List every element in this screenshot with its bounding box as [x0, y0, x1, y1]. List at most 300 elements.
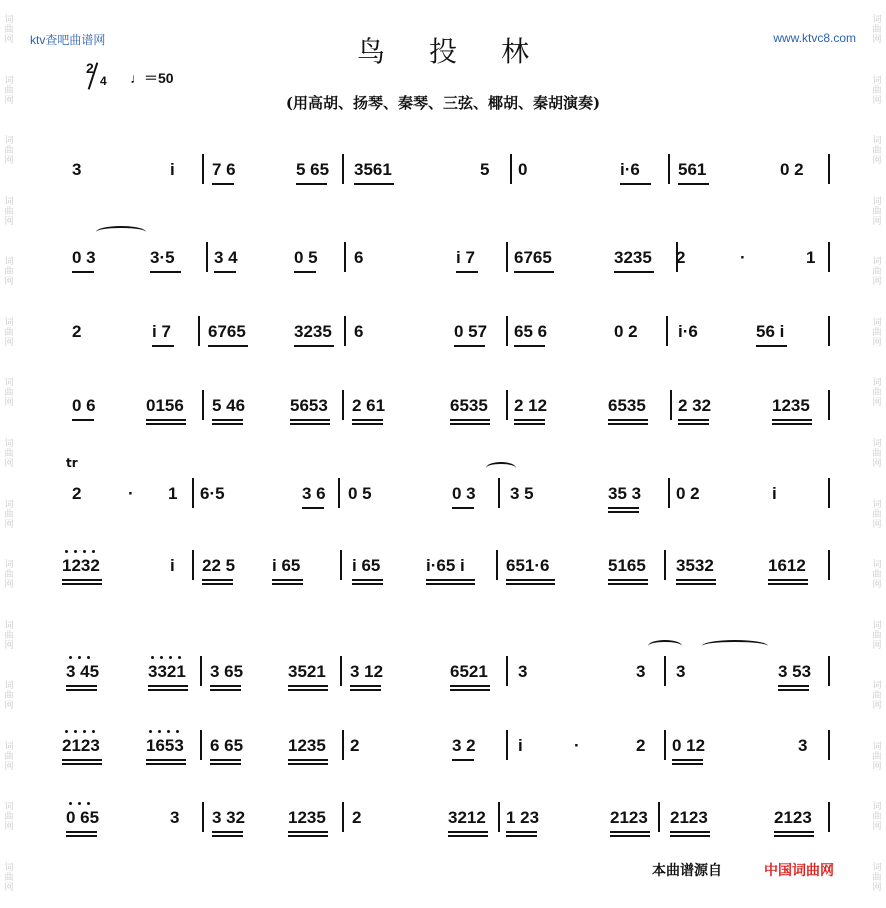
- octave-dot: [83, 550, 86, 553]
- duration-underline-double: [450, 423, 490, 425]
- barline: [668, 478, 670, 508]
- barline: [506, 316, 508, 346]
- duration-underline: [296, 183, 327, 185]
- duration-underline: [678, 183, 709, 185]
- watermark-glyph: 曲: [872, 388, 882, 399]
- note-group: 3 5: [510, 484, 534, 503]
- duration-underline: [146, 759, 186, 761]
- watermark-glyph-group: [872, 742, 881, 772]
- note-group: 1235: [288, 736, 326, 755]
- note-group: 3 45: [66, 662, 100, 681]
- note-group: 1235: [288, 808, 326, 827]
- watermark-glyph: 曲: [872, 448, 882, 459]
- duration-underline: [288, 759, 328, 761]
- time-signature-numerator: 2: [86, 60, 94, 76]
- duration-underline-double: [288, 835, 328, 837]
- note-group: i 7: [152, 322, 171, 341]
- watermark-glyph: 网: [872, 640, 882, 651]
- watermark-glyph-group: [4, 681, 13, 711]
- duration-underline-double: [448, 835, 488, 837]
- duration-underline: [608, 419, 648, 421]
- duration-underline: [354, 183, 394, 185]
- duration-underline-double: [146, 763, 186, 765]
- octave-dot: [78, 802, 81, 805]
- watermark-glyph: 网: [4, 701, 14, 712]
- watermark-glyph: 网: [872, 35, 882, 46]
- watermark-glyph: 网: [4, 337, 14, 348]
- barline: [342, 730, 344, 760]
- duration-underline-double: [288, 763, 328, 765]
- barline: [344, 242, 346, 272]
- duration-underline: [66, 685, 97, 687]
- note-group: 1653: [146, 736, 184, 755]
- watermark-glyph: 网: [872, 822, 882, 833]
- watermark-glyph-group: [4, 621, 13, 651]
- note-group: 3521: [288, 662, 326, 681]
- time-signature: [86, 60, 120, 94]
- watermark-glyph: 曲: [4, 206, 14, 217]
- octave-dot: [78, 656, 81, 659]
- watermark-glyph: 词: [4, 196, 14, 207]
- watermark-glyph: 词: [872, 378, 882, 389]
- note-group: 0 6: [72, 396, 96, 415]
- note-group: 3 2: [452, 736, 476, 755]
- note-group: 1612: [768, 556, 806, 575]
- note-group: 3·5: [150, 248, 175, 267]
- watermark-glyph-group: [872, 136, 881, 166]
- duration-underline-double: [608, 423, 648, 425]
- note-group: 3: [72, 160, 82, 179]
- watermark-glyph: 曲: [872, 812, 882, 823]
- watermark-glyph: 词: [4, 620, 14, 631]
- watermark-glyph: 曲: [872, 630, 882, 641]
- octave-dot: [74, 550, 77, 553]
- duration-underline: [454, 345, 485, 347]
- barline: [670, 390, 672, 420]
- watermark-right: [868, 0, 886, 908]
- watermark-left: [0, 0, 18, 908]
- duration-underline: [288, 831, 328, 833]
- watermark-glyph: 曲: [4, 872, 14, 883]
- octave-dot: [151, 656, 154, 659]
- note-group: 5165: [608, 556, 646, 575]
- note-group: 3: [170, 808, 180, 827]
- note-group: 6 65: [210, 736, 244, 755]
- octave-dot: [169, 656, 172, 659]
- site-url-right[interactable]: www.ktvc8.com: [773, 31, 856, 45]
- note-group: i 7: [456, 248, 475, 267]
- duration-underline: [212, 183, 234, 185]
- score-line: [66, 456, 836, 524]
- duration-dot: ·: [128, 484, 134, 503]
- watermark-glyph-group: [4, 802, 13, 832]
- duration-dot: ·: [574, 736, 580, 755]
- watermark-glyph: 词: [872, 438, 882, 449]
- octave-dot: [65, 730, 68, 733]
- watermark-glyph: 曲: [4, 327, 14, 338]
- duration-underline: [214, 271, 236, 273]
- instrumentation-note: (用高胡、扬琴、秦琴、三弦、椰胡、秦胡演奏): [285, 94, 601, 112]
- watermark-glyph: 网: [4, 458, 14, 469]
- watermark-glyph: 网: [4, 822, 14, 833]
- duration-underline-double: [210, 689, 241, 691]
- watermark-glyph: 网: [872, 761, 882, 772]
- watermark-glyph-group: [4, 197, 13, 227]
- watermark-glyph-group: [872, 863, 881, 893]
- duration-underline-double: [66, 835, 97, 837]
- barline: [664, 550, 666, 580]
- barline: [342, 802, 344, 832]
- watermark-glyph: 曲: [872, 85, 882, 96]
- octave-dot: [92, 550, 95, 553]
- watermark-glyph: 曲: [4, 630, 14, 641]
- watermark-glyph: 曲: [872, 206, 882, 217]
- octave-dot: [87, 656, 90, 659]
- duration-underline-double: [352, 423, 383, 425]
- note-group: 2123: [62, 736, 100, 755]
- note-group: 2: [636, 736, 646, 755]
- octave-dot: [160, 656, 163, 659]
- watermark-glyph: 词: [872, 741, 882, 752]
- barline: [200, 656, 202, 686]
- note-group: 651·6: [506, 556, 550, 575]
- note-group: i 65: [352, 556, 381, 575]
- barline: [506, 242, 508, 272]
- duration-underline: [210, 759, 241, 761]
- duration-underline-double: [62, 583, 102, 585]
- duration-underline: [62, 759, 102, 761]
- watermark-glyph: 网: [4, 640, 14, 651]
- note-group: 65 6: [514, 322, 548, 341]
- watermark-glyph: 曲: [4, 751, 14, 762]
- duration-underline-double: [774, 835, 814, 837]
- octave-dot: [87, 802, 90, 805]
- watermark-glyph: 词: [4, 802, 14, 813]
- duration-underline-double: [608, 583, 648, 585]
- duration-underline: [72, 271, 94, 273]
- watermark-glyph: 网: [872, 95, 882, 106]
- note-group: 1: [168, 484, 178, 503]
- watermark-glyph: 网: [872, 882, 882, 893]
- duration-underline-double: [772, 423, 812, 425]
- barline: [664, 730, 666, 760]
- note-group: 0 5: [294, 248, 318, 267]
- duration-underline: [66, 831, 97, 833]
- duration-underline: [514, 419, 545, 421]
- watermark-glyph-group: [4, 560, 13, 590]
- duration-underline: [210, 685, 241, 687]
- watermark-glyph: 曲: [872, 267, 882, 278]
- octave-dot: [176, 730, 179, 733]
- barline: [828, 802, 830, 832]
- note-group: 1235: [772, 396, 810, 415]
- duration-underline-double: [148, 689, 188, 691]
- note-group: 6535: [450, 396, 488, 415]
- note-group: 3212: [448, 808, 486, 827]
- duration-underline: [610, 831, 650, 833]
- octave-dot: [69, 656, 72, 659]
- watermark-glyph: 词: [872, 196, 882, 207]
- duration-underline: [774, 831, 814, 833]
- watermark-glyph: 曲: [4, 570, 14, 581]
- watermark-glyph-group: [4, 257, 13, 287]
- octave-dot: [158, 730, 161, 733]
- score-line: [62, 556, 836, 596]
- note-group: 3561: [354, 160, 392, 179]
- octave-dot: [149, 730, 152, 733]
- score-line: [66, 662, 836, 702]
- note-group: 3235: [614, 248, 652, 267]
- note-group: 6521: [450, 662, 488, 681]
- note-group: 0 65: [66, 808, 100, 827]
- watermark-glyph: 网: [4, 398, 14, 409]
- duration-underline: [756, 345, 787, 347]
- score-line: [62, 736, 836, 776]
- watermark-glyph: 网: [4, 216, 14, 227]
- duration-underline-double: [212, 835, 243, 837]
- watermark-glyph: 曲: [872, 691, 882, 702]
- watermark-glyph-group: [872, 802, 881, 832]
- tempo-marking: ♩＝50: [130, 70, 174, 86]
- note-group: 56 i: [756, 322, 785, 341]
- watermark-glyph: 词: [872, 499, 882, 510]
- duration-underline-double: [66, 689, 97, 691]
- trill-mark: tr: [66, 456, 78, 470]
- watermark-glyph: 词: [872, 317, 882, 328]
- note-group: 0 57: [454, 322, 488, 341]
- duration-underline: [352, 419, 383, 421]
- barline: [828, 316, 830, 346]
- note-group: 22 5: [202, 556, 236, 575]
- watermark-glyph: 词: [4, 560, 14, 571]
- note-group: 3: [636, 662, 646, 681]
- watermark-glyph: 曲: [872, 25, 882, 36]
- duration-underline: [208, 345, 248, 347]
- watermark-glyph-group: [4, 136, 13, 166]
- duration-underline: [302, 507, 324, 509]
- watermark-glyph: 词: [4, 499, 14, 510]
- note-group: 2123: [610, 808, 648, 827]
- duration-underline: [608, 579, 648, 581]
- duration-underline-double: [506, 835, 537, 837]
- duration-underline: [148, 685, 188, 687]
- watermark-glyph-group: [872, 197, 881, 227]
- note-group: 2 12: [514, 396, 548, 415]
- note-group: i·6: [678, 322, 698, 341]
- duration-underline: [448, 831, 488, 833]
- time-signature-denominator: 4: [100, 74, 107, 88]
- barline: [498, 478, 500, 508]
- score-line: [66, 396, 836, 436]
- note-group: i: [772, 484, 777, 503]
- note-group: i: [170, 556, 175, 575]
- duration-dot: ·: [740, 248, 746, 267]
- octave-dot: [178, 656, 181, 659]
- barline: [202, 390, 204, 420]
- watermark-glyph: 词: [4, 15, 14, 26]
- barline: [340, 656, 342, 686]
- watermark-glyph: 网: [4, 882, 14, 893]
- octave-dot: [83, 730, 86, 733]
- note-group: 6765: [208, 322, 246, 341]
- watermark-glyph: 网: [872, 580, 882, 591]
- watermark-glyph: 曲: [872, 509, 882, 520]
- duration-underline-double: [450, 689, 490, 691]
- barline: [510, 154, 512, 184]
- watermark-glyph: 网: [872, 216, 882, 227]
- duration-underline-double: [676, 583, 716, 585]
- note-group: 3 53: [778, 662, 812, 681]
- watermark-glyph: 网: [4, 580, 14, 591]
- slur-mark: [96, 226, 146, 238]
- note-group: 0 12: [672, 736, 706, 755]
- note-group: 1232: [62, 556, 100, 575]
- barline: [506, 390, 508, 420]
- barline: [828, 154, 830, 184]
- duration-underline: [152, 345, 174, 347]
- duration-underline-double: [670, 835, 710, 837]
- watermark-glyph: 网: [872, 458, 882, 469]
- duration-underline: [288, 685, 328, 687]
- watermark-glyph: 曲: [4, 85, 14, 96]
- note-group: 5: [480, 160, 490, 179]
- watermark-glyph: 词: [872, 862, 882, 873]
- note-group: 7 6: [212, 160, 236, 179]
- note-group: 2: [72, 484, 82, 503]
- watermark-glyph: 词: [872, 620, 882, 631]
- watermark-glyph-group: [872, 378, 881, 408]
- watermark-glyph: 曲: [4, 509, 14, 520]
- watermark-glyph: 网: [872, 398, 882, 409]
- watermark-glyph-group: [4, 378, 13, 408]
- footer-source-label: 本曲谱源自: [652, 863, 722, 879]
- barline: [198, 316, 200, 346]
- barline: [664, 656, 666, 686]
- watermark-glyph: 曲: [4, 267, 14, 278]
- barline: [668, 154, 670, 184]
- watermark-glyph: 网: [872, 701, 882, 712]
- note-group: 1 23: [506, 808, 540, 827]
- duration-underline: [608, 507, 639, 509]
- note-group: 0156: [146, 396, 184, 415]
- watermark-glyph: 曲: [4, 448, 14, 459]
- duration-underline: [672, 759, 703, 761]
- barline: [202, 802, 204, 832]
- note-group: i: [170, 160, 175, 179]
- barline: [192, 550, 194, 580]
- duration-underline: [450, 419, 490, 421]
- watermark-glyph: 网: [4, 277, 14, 288]
- note-group: 2: [352, 808, 362, 827]
- watermark-glyph: 词: [872, 75, 882, 86]
- note-group: 3321: [148, 662, 186, 681]
- note-group: 0 2: [780, 160, 804, 179]
- duration-underline: [772, 419, 812, 421]
- duration-underline-double: [608, 511, 639, 513]
- note-group: 3 65: [210, 662, 244, 681]
- barline: [344, 316, 346, 346]
- duration-underline-double: [210, 763, 241, 765]
- barline: [206, 242, 208, 272]
- watermark-glyph-group: [4, 863, 13, 893]
- duration-underline-double: [778, 689, 809, 691]
- octave-dot: [65, 550, 68, 553]
- note-group: 2: [72, 322, 82, 341]
- note-group: 0 2: [676, 484, 700, 503]
- watermark-glyph: 词: [4, 257, 14, 268]
- duration-underline: [670, 831, 710, 833]
- barline: [496, 550, 498, 580]
- duration-underline: [514, 345, 545, 347]
- note-group: 2 32: [678, 396, 712, 415]
- watermark-glyph-group: [4, 742, 13, 772]
- watermark-glyph: 网: [872, 156, 882, 167]
- footer-brand-link[interactable]: 中国词曲网: [764, 863, 834, 879]
- duration-underline-double: [506, 583, 555, 585]
- note-group: 6535: [608, 396, 646, 415]
- watermark-glyph-group: [4, 500, 13, 530]
- note-group: 0: [518, 160, 528, 179]
- note-group: 2123: [774, 808, 812, 827]
- song-title: 鸟投林: [356, 35, 573, 68]
- barline: [342, 390, 344, 420]
- barline: [506, 730, 508, 760]
- watermark-glyph: 词: [4, 438, 14, 449]
- note-group: 3 12: [350, 662, 384, 681]
- note-group: i: [518, 736, 523, 755]
- watermark-glyph: 曲: [4, 812, 14, 823]
- watermark-glyph: 词: [872, 681, 882, 692]
- duration-underline: [506, 579, 555, 581]
- barline: [342, 154, 344, 184]
- score-line: [66, 322, 836, 362]
- watermark-glyph-group: [872, 681, 881, 711]
- watermark-glyph: 词: [4, 317, 14, 328]
- score-line: [66, 808, 836, 848]
- duration-underline-double: [288, 689, 328, 691]
- note-group: 6765: [514, 248, 552, 267]
- note-group: i 65: [272, 556, 301, 575]
- duration-underline: [678, 419, 709, 421]
- watermark-glyph: 词: [872, 257, 882, 268]
- note-group: 3532: [676, 556, 714, 575]
- duration-underline: [72, 419, 94, 421]
- octave-dot: [92, 730, 95, 733]
- duration-underline: [294, 271, 316, 273]
- watermark-glyph-group: [872, 257, 881, 287]
- watermark-glyph: 网: [4, 35, 14, 46]
- watermark-glyph: 曲: [872, 146, 882, 157]
- note-group: 3: [676, 662, 686, 681]
- duration-underline-double: [352, 583, 383, 585]
- watermark-glyph: 词: [4, 741, 14, 752]
- watermark-glyph-group: [4, 318, 13, 348]
- barline: [828, 242, 830, 272]
- slur-mark: [702, 640, 768, 652]
- watermark-glyph: 网: [872, 277, 882, 288]
- note-group: 6: [354, 322, 364, 341]
- octave-dot: [69, 802, 72, 805]
- duration-underline-double: [272, 583, 303, 585]
- note-group: 6·5: [200, 484, 225, 503]
- slur-mark: [486, 462, 516, 474]
- duration-underline-double: [768, 583, 808, 585]
- duration-underline: [456, 271, 478, 273]
- site-name-left[interactable]: ktv查吧曲谱网: [30, 33, 106, 47]
- octave-dot: [167, 730, 170, 733]
- watermark-glyph: 词: [4, 681, 14, 692]
- note-group: 2: [350, 736, 360, 755]
